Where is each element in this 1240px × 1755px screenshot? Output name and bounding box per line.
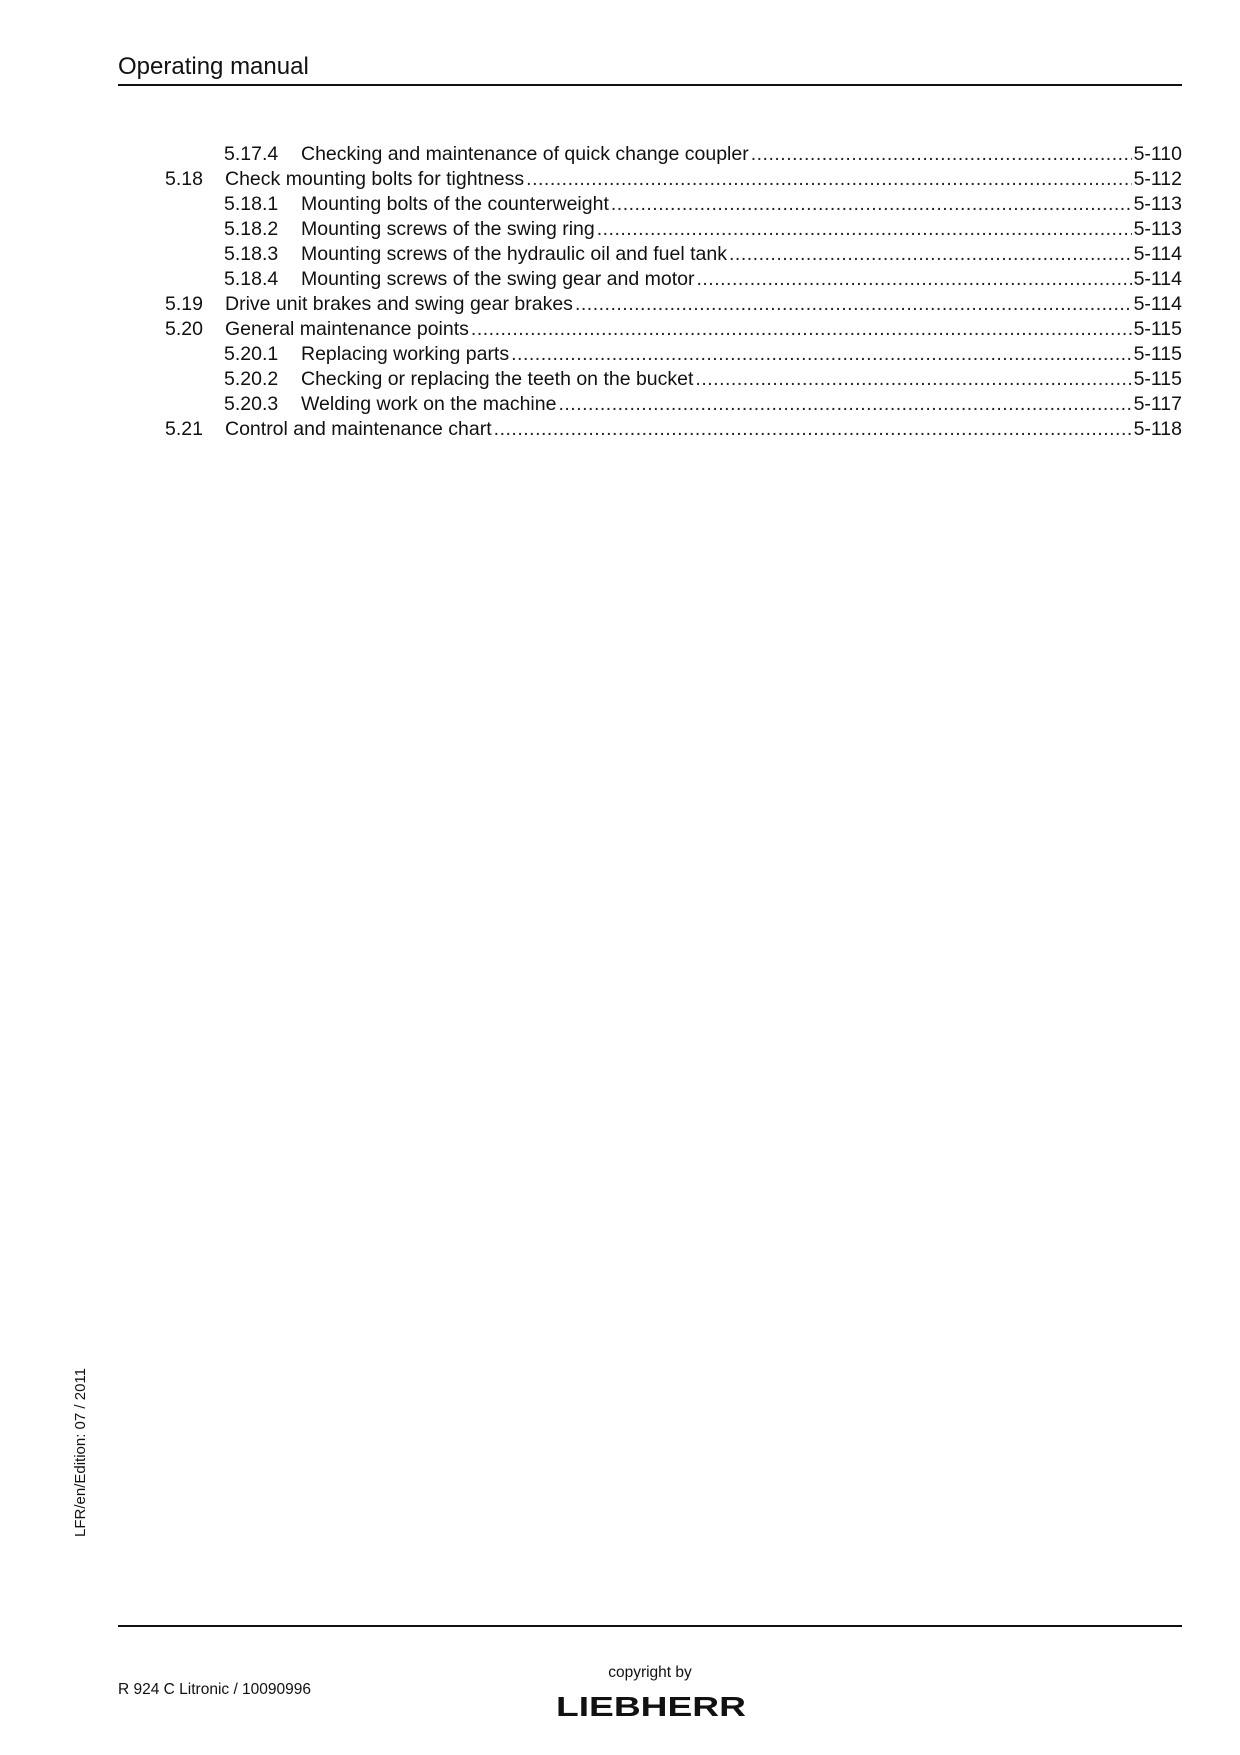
- toc-entry[interactable]: [118, 167, 1182, 192]
- toc-entry-number: 5.18.2: [224, 218, 279, 240]
- copyright-label: copyright by: [608, 1664, 692, 1681]
- toc-entry-page: 5-115: [1133, 343, 1182, 365]
- toc-entry[interactable]: [118, 217, 1182, 242]
- toc-entry-number: 5.17.4: [224, 143, 279, 165]
- toc-entry-page: 5-110: [1133, 143, 1182, 165]
- header-divider: [118, 84, 1182, 86]
- toc-entry-title: Control and maintenance chart: [225, 418, 492, 440]
- toc-entry-page: 5-117: [1133, 393, 1182, 415]
- toc-dot-leader: [696, 267, 1131, 292]
- toc-dot-leader: [471, 317, 1132, 342]
- toc-entry-title: Mounting screws of the swing ring: [301, 218, 595, 240]
- toc-entry-number: 5.19: [165, 293, 203, 315]
- toc-entry[interactable]: [118, 142, 1182, 167]
- toc-entry-page: 5-118: [1133, 418, 1182, 440]
- toc-entry-body: [301, 142, 1182, 167]
- toc-entry-title: Mounting screws of the hydraulic oil and fuel tank: [301, 243, 727, 265]
- toc-entry[interactable]: [118, 417, 1182, 442]
- toc-entry-number: 5.20.2: [224, 368, 279, 390]
- toc-entry-title: Drive unit brakes and swing gear brakes: [225, 293, 573, 315]
- toc-dot-leader: [611, 192, 1132, 217]
- toc-entry-number: 5.18.4: [224, 268, 279, 290]
- toc-dot-leader: [526, 167, 1131, 192]
- toc-entry-number: 5.18: [165, 168, 203, 190]
- toc-entry-page: 5-113: [1133, 193, 1182, 215]
- toc-entry-body: [301, 267, 1182, 292]
- toc-entry-body: [301, 192, 1182, 217]
- toc-entry[interactable]: [118, 292, 1182, 317]
- toc-entry-page: 5-114: [1133, 268, 1182, 290]
- toc-entry-page: 5-113: [1133, 218, 1182, 240]
- edition-label: LFR/en/Edition: 07 / 2011: [72, 1368, 89, 1537]
- toc-dot-leader: [597, 217, 1132, 242]
- model-number: R 924 C Litronic / 10090996: [118, 1681, 312, 1698]
- toc-entry-page: 5-115: [1133, 368, 1182, 390]
- toc-entry-page: 5-114: [1133, 293, 1182, 315]
- toc-entry[interactable]: [118, 317, 1182, 342]
- toc-entry[interactable]: [118, 342, 1182, 367]
- toc-entry-body: [301, 367, 1182, 392]
- toc-dot-leader: [751, 142, 1132, 167]
- toc-entry-title: Welding work on the machine: [301, 393, 557, 415]
- toc-entry-number: 5.20: [165, 318, 203, 340]
- toc-entry-title: Mounting bolts of the counterweight: [301, 193, 609, 215]
- toc-entry-body: [225, 417, 1182, 442]
- toc-entry[interactable]: [118, 267, 1182, 292]
- toc-entry-number: 5.18.1: [224, 193, 279, 215]
- toc-dot-leader: [575, 292, 1132, 317]
- toc-entry-body: [301, 392, 1182, 417]
- toc-entry-title: Checking or replacing the teeth on the bucket: [301, 368, 694, 390]
- toc-entry-title: General maintenance points: [225, 318, 469, 340]
- liebherr-logo: [554, 1693, 748, 1719]
- toc-entry-number: 5.20.3: [224, 393, 279, 415]
- toc-dot-leader: [695, 367, 1131, 392]
- toc-entry-body: [301, 217, 1182, 242]
- toc-dot-leader: [494, 417, 1132, 442]
- toc-dot-leader: [558, 392, 1131, 417]
- toc-entry-page: 5-115: [1133, 318, 1182, 340]
- toc-entry-title: Mounting screws of the swing gear and motor: [301, 268, 695, 290]
- toc-entry[interactable]: [118, 242, 1182, 267]
- toc-entry-number: 5.18.3: [224, 243, 279, 265]
- logo-text: LIEBHERR: [556, 1693, 746, 1719]
- toc-entry-title: Checking and maintenance of quick change coupler: [301, 143, 749, 165]
- page-title: Operating manual: [118, 53, 309, 80]
- toc-entry-body: [301, 342, 1182, 367]
- footer-divider: [118, 1625, 1182, 1627]
- toc-entry-number: 5.21: [165, 418, 203, 440]
- toc-entry-page: 5-114: [1133, 243, 1182, 265]
- toc-dot-leader: [729, 242, 1132, 267]
- toc-entry-number: 5.20.1: [224, 343, 279, 365]
- table-of-contents: [118, 142, 1182, 442]
- toc-dot-leader: [511, 342, 1131, 367]
- toc-entry-page: 5-112: [1133, 168, 1182, 190]
- toc-entry-title: Check mounting bolts for tightness: [225, 168, 525, 190]
- toc-entry[interactable]: [118, 392, 1182, 417]
- toc-entry-body: [225, 317, 1182, 342]
- toc-entry-body: [301, 242, 1182, 267]
- toc-entry-body: [225, 292, 1182, 317]
- toc-entry[interactable]: [118, 192, 1182, 217]
- toc-entry-body: [225, 167, 1182, 192]
- toc-entry-title: Replacing working parts: [301, 343, 510, 365]
- toc-entry[interactable]: [118, 367, 1182, 392]
